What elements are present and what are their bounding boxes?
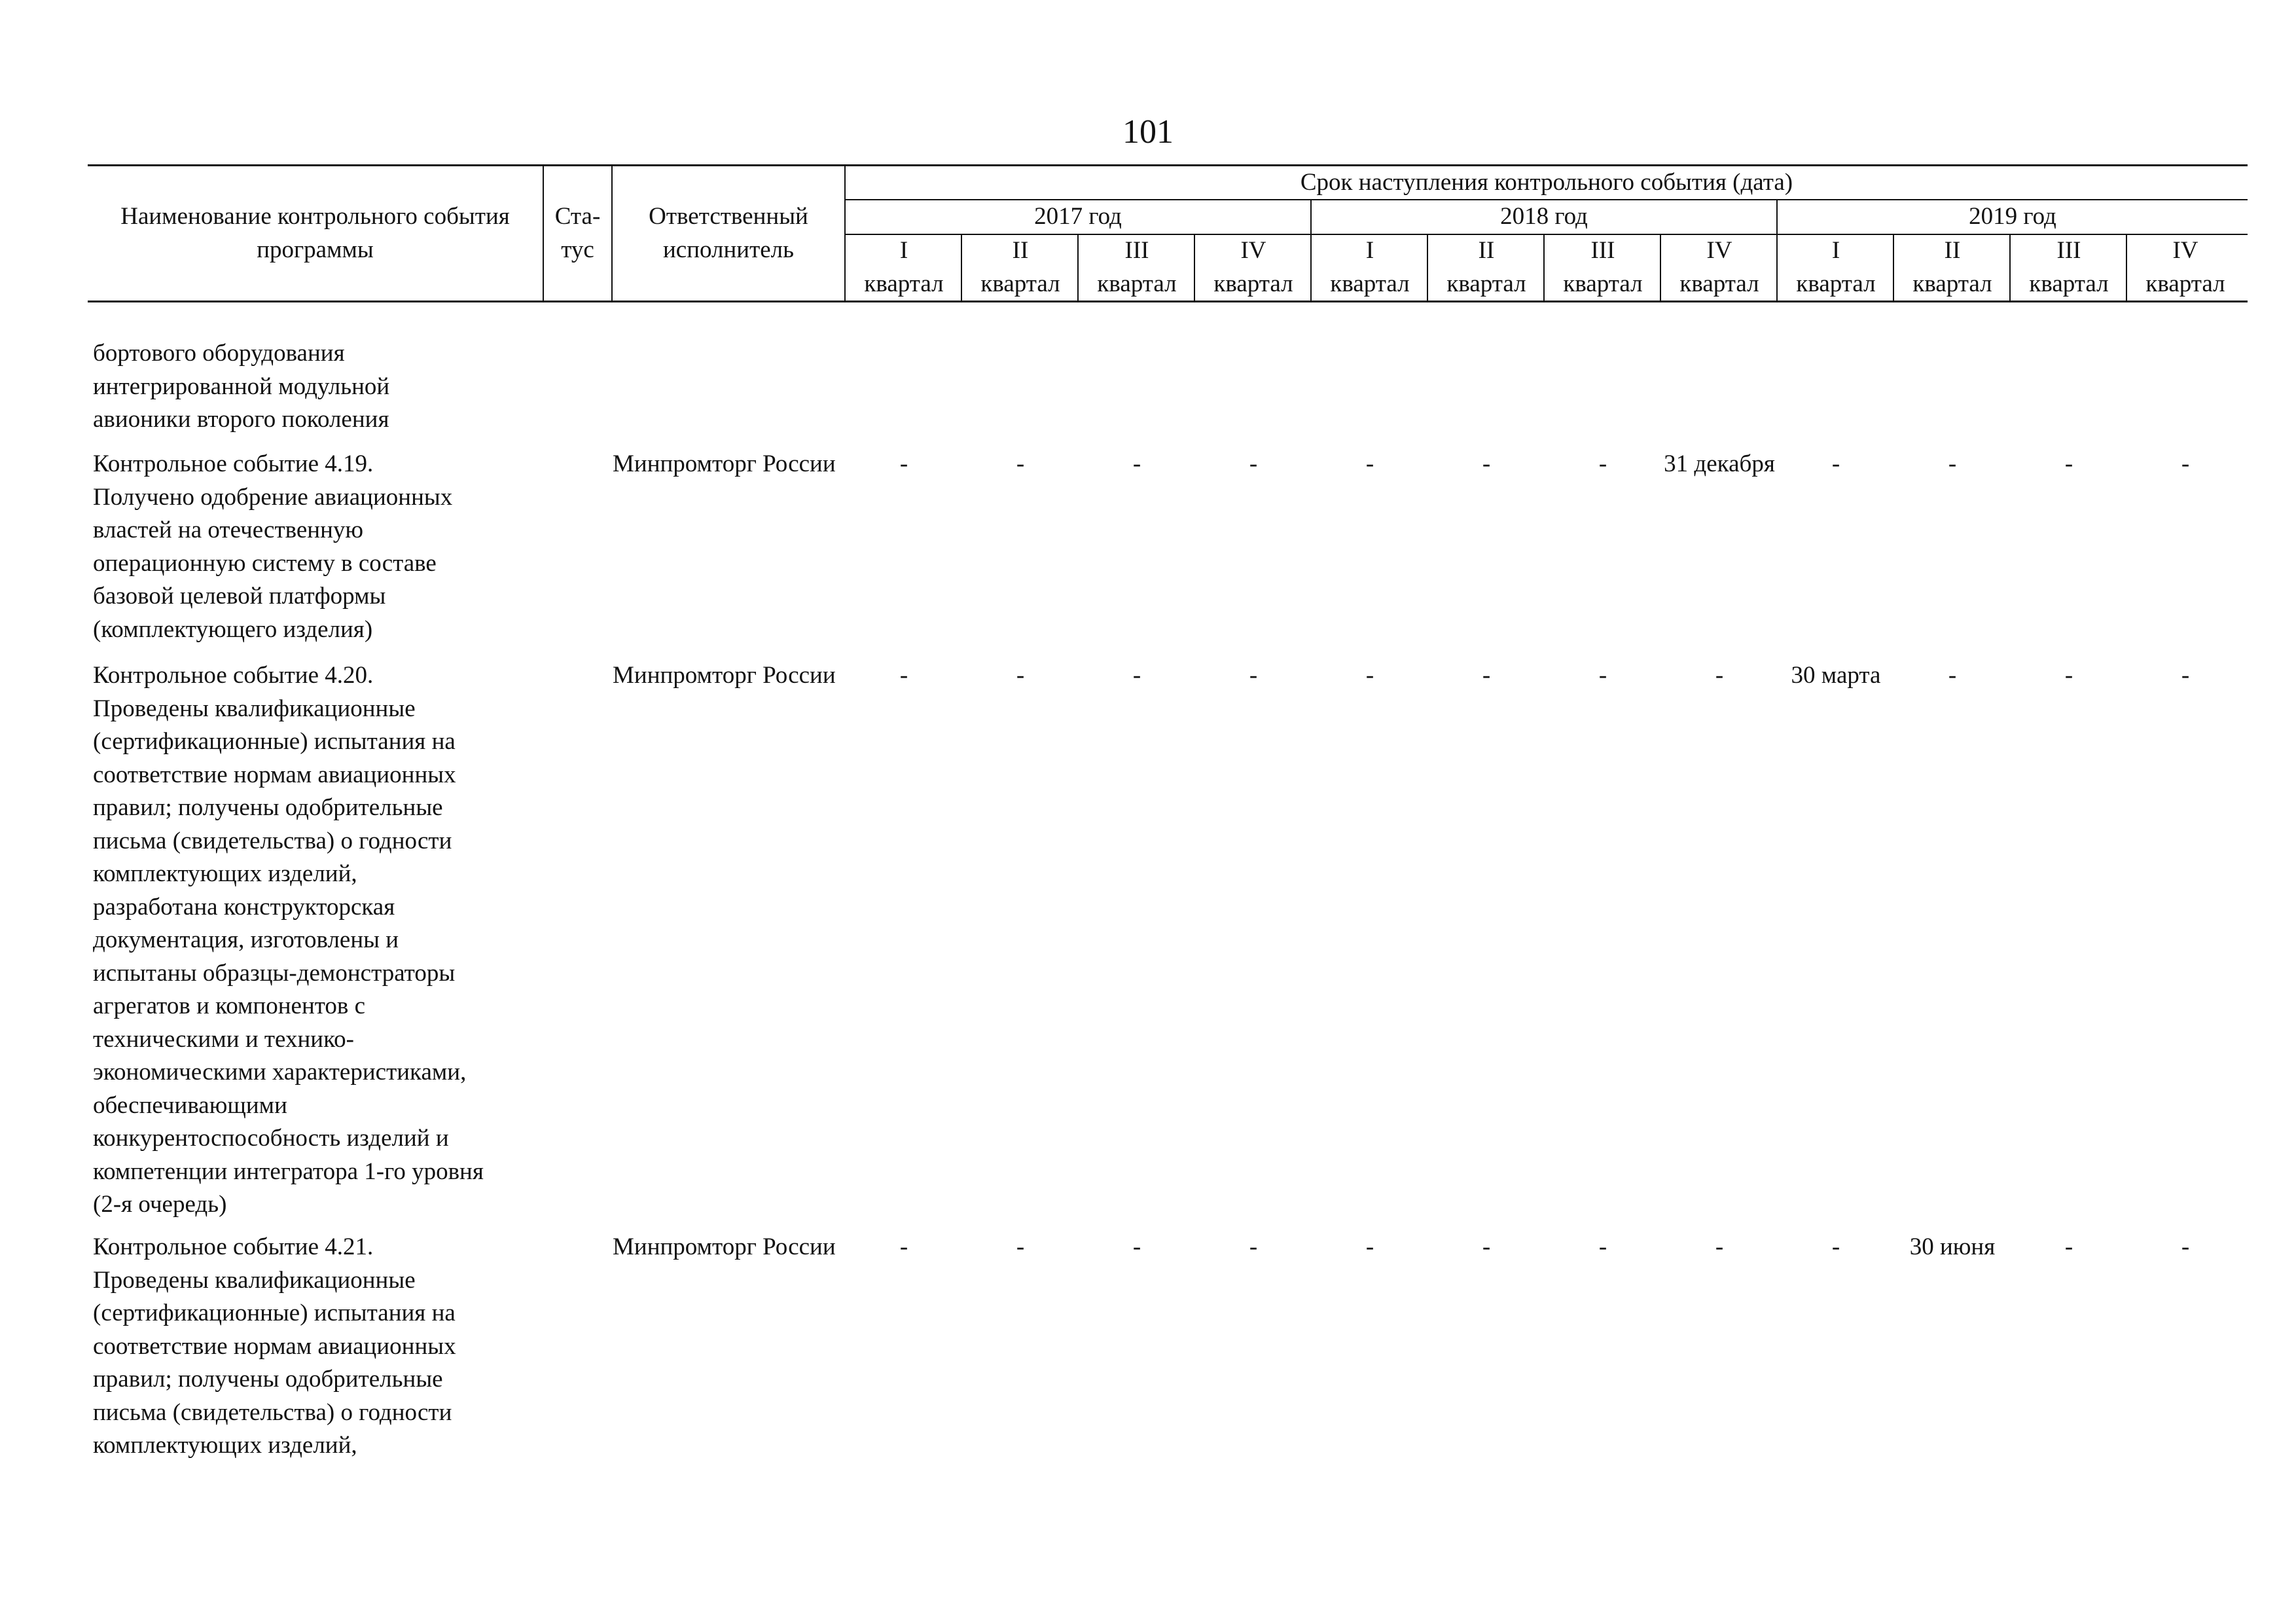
quarter-word-3: квартал [1097,270,1177,297]
header-status-line-1: Ста- [554,203,601,230]
quarter-numeral-1: I [899,237,908,264]
row-3-quarter-3: - [1132,1233,1141,1260]
row-3-quarter-2: - [1016,1233,1025,1260]
row-3-quarter-4: - [1249,1233,1258,1260]
quarter-numeral-10: II [1944,237,1961,264]
row-0-name: бортового оборудования интегрированной модульной авионики второго поколения [93,340,390,433]
quarter-numeral-8: IV [1706,237,1732,264]
quarter-word-6: квартал [1446,270,1526,297]
quarter-numeral-4: IV [1240,237,1266,264]
row-1-executor: Минпромторг России [613,450,836,477]
row-1-quarter-3: - [1132,450,1141,477]
quarter-numeral-11: III [2056,237,2081,264]
quarter-word-11: квартал [2029,270,2109,297]
quarter-numeral-6: II [1478,237,1495,264]
row-1-quarter-9: - [1831,450,1840,477]
row-2-quarter-5: - [1365,662,1374,689]
header-executor-line-2: исполнитель [662,236,795,263]
row-1-name: Контрольное событие 4.19. Получено одобрение авиационных властей на отечественную операционную систему в составе базовой целевой платформы (комплектующего изделия) [93,450,453,643]
quarter-word-2: квартал [980,270,1060,297]
row-3-quarter-11: - [2064,1233,2073,1260]
quarter-word-10: квартал [1912,270,1992,297]
row-2-quarter-3: - [1132,662,1141,689]
header-year-2017: 2017 год [1034,203,1122,230]
row-1-quarter-7: - [1598,450,1607,477]
header-name-line-2: программы [257,236,374,263]
row-1-quarter-12: - [2181,450,2190,477]
header-bottom-rule [88,301,2248,302]
row-3-quarter-1: - [899,1233,908,1260]
row-3-quarter-8: - [1715,1233,1724,1260]
quarter-word-8: квартал [1679,270,1759,297]
header-year-2019: 2019 год [1969,203,2056,230]
quarter-numeral-3: III [1124,237,1149,264]
quarter-word-9: квартал [1796,270,1876,297]
row-3-quarter-6: - [1482,1233,1491,1260]
quarter-word-1: квартал [864,270,944,297]
row-1-quarter-11: - [2064,450,2073,477]
row-1-quarter-4: - [1249,450,1258,477]
row-3-quarter-12: - [2181,1233,2190,1260]
row-2-quarter-4: - [1249,662,1258,689]
row-2-quarter-1: - [899,662,908,689]
quarter-numeral-5: I [1365,237,1374,264]
quarter-word-5: квартал [1330,270,1410,297]
row-1-quarter-10: - [1948,450,1957,477]
quarter-numeral-7: III [1590,237,1615,264]
row-3-quarter-10: 30 июня [1909,1233,1996,1260]
header-deadline-title: Срок наступления контрольного события (дата) [1300,169,1793,196]
row-2-executor: Минпромторг России [613,662,836,689]
row-2-quarter-8: - [1715,662,1724,689]
header-name-line-1: Наименование контрольного события [120,203,510,230]
row-2-quarter-10: - [1948,662,1957,689]
row-1-quarter-5: - [1365,450,1374,477]
quarter-numeral-9: I [1831,237,1840,264]
row-1-quarter-6: - [1482,450,1491,477]
row-3-name: Контрольное событие 4.21. Проведены квалификационные (сертификационные) испытания на соответствие нормам авиационных правил; получены одобрительные письма (свидетельства) о годности комплектующих изделий, [93,1233,456,1459]
row-3-executor: Минпромторг России [613,1233,836,1260]
row-2-quarter-7: - [1598,662,1607,689]
row-2-quarter-11: - [2064,662,2073,689]
quarter-word-7: квартал [1563,270,1643,297]
row-3-quarter-5: - [1365,1233,1374,1260]
row-1-quarter-2: - [1016,450,1025,477]
header-status-line-2: тус [561,236,594,263]
row-1-quarter-8: 31 декабря [1664,450,1775,477]
row-2-quarter-6: - [1482,662,1491,689]
row-2-quarter-12: - [2181,662,2190,689]
quarter-word-4: квартал [1213,270,1293,297]
quarter-numeral-2: II [1012,237,1029,264]
row-2-quarter-9: 30 марта [1791,662,1881,689]
row-3-quarter-9: - [1831,1233,1840,1260]
row-3-quarter-7: - [1598,1233,1607,1260]
header-year-2018: 2018 год [1500,203,1588,230]
quarter-numeral-12: IV [2172,237,2198,264]
quarter-word-12: квартал [2145,270,2225,297]
row-2-quarter-2: - [1016,662,1025,689]
row-1-quarter-1: - [899,450,908,477]
row-2-name: Контрольное событие 4.20. Проведены квалификационные (сертификационные) испытания на соответствие нормам авиационных правил; получены одобрительные письма (свидетельства) о годности комплектующих изделий, разработана конструкторская документация, изготовлены и испытаны образцы-демонстраторы агрегатов и компонентов с техническими и технико- экономическими характеристиками, обеспечивающими конкурентоспособность изделий и компетенции интегратора 1-го уровня (2-я очередь) [93,662,484,1218]
page-number: 101 [1122,113,1174,151]
header-executor-line-1: Ответственный [649,203,808,230]
